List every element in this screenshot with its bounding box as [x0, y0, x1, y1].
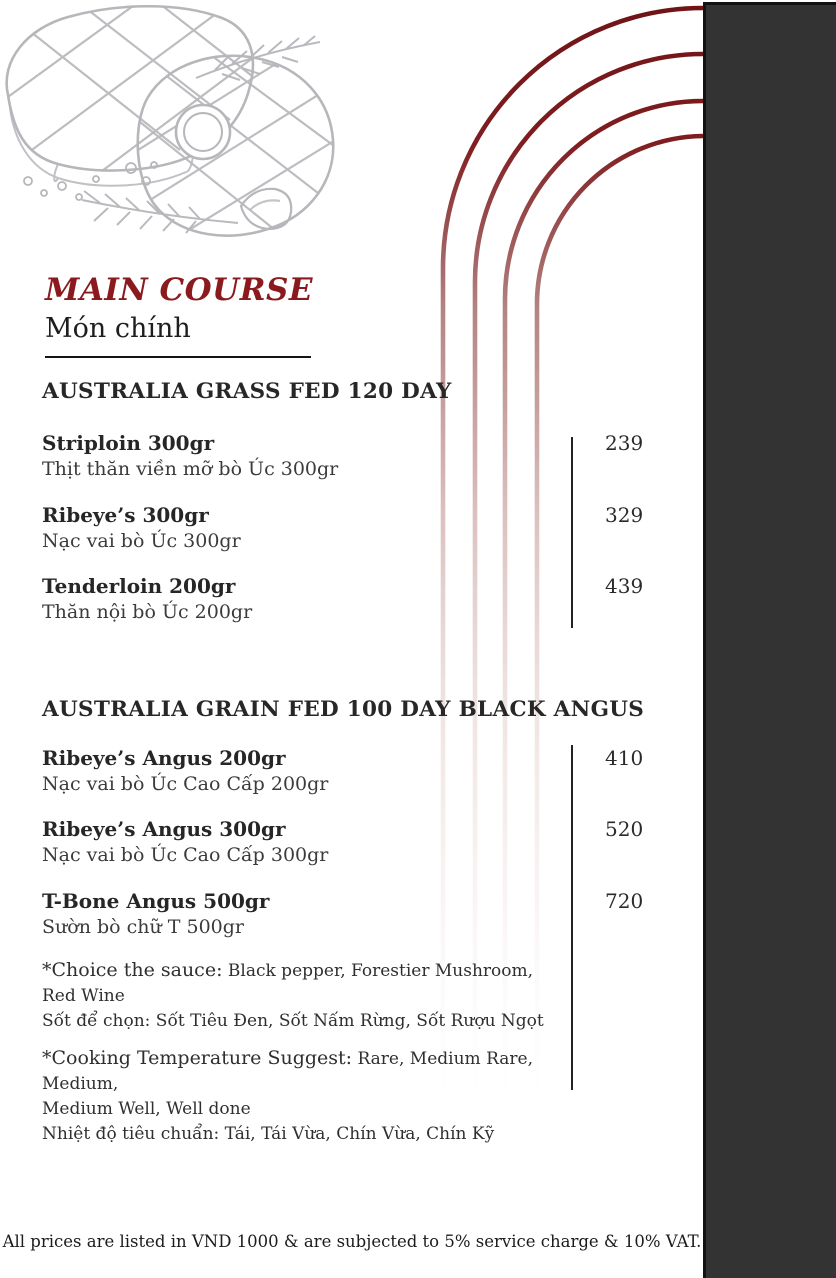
item-name-vietnamese: Nạc vai bò Úc Cao Cấp 200gr [42, 773, 329, 795]
page-title: MAIN COURSE [45, 272, 313, 308]
item-name: Ribeye’s Angus 300gr [42, 817, 286, 841]
item-price: 720 [605, 889, 644, 913]
page-subtitle: Món chính [45, 313, 191, 344]
item-name-vietnamese: Thịt thăn viền mỡ bò Úc 300gr [42, 458, 339, 480]
menu-item-tbone-angus [42, 889, 682, 939]
cooking-note-vietnamese: Nhiệt độ tiêu chuẩn: Tái, Tái Vừa, Chín Vừa, Chín Kỹ [42, 1124, 495, 1144]
sauce-note-list: Black pepper, Forestier Mushroom, Red Wine [42, 961, 534, 1006]
sauce-note [42, 958, 572, 1009]
right-dark-sidebar [703, 2, 836, 1278]
title-underline [45, 356, 311, 358]
cooking-note [42, 1046, 572, 1097]
menu-item-ribeye-angus-200 [42, 746, 682, 796]
menu-item-striploin [42, 431, 682, 481]
item-price: 439 [605, 574, 644, 598]
section-heading-grass-fed: AUSTRALIA GRASS FED 120 DAY [42, 379, 452, 404]
menu-item-ribeye-angus-300 [42, 817, 682, 867]
item-name-vietnamese: Thăn nội bò Úc 200gr [42, 601, 253, 623]
item-price: 329 [605, 503, 644, 527]
item-price: 239 [605, 431, 644, 455]
item-name: Tenderloin 200gr [42, 574, 236, 598]
item-name: Ribeye’s 300gr [42, 503, 209, 527]
sauce-note-label: *Choice the sauce: [42, 959, 223, 981]
cooking-note-label: *Cooking Temperature Suggest: [42, 1047, 353, 1069]
item-name: Ribeye’s Angus 200gr [42, 746, 286, 770]
item-name-vietnamese: Nạc vai bò Úc Cao Cấp 300gr [42, 844, 329, 866]
sauce-note-vietnamese: Sốt để chọn: Sốt Tiêu Đen, Sốt Nấm Rừng, Sốt Rượu Ngọt [42, 1011, 544, 1031]
item-name-vietnamese: Nạc vai bò Úc 300gr [42, 530, 241, 552]
notes-spacer [42, 1034, 572, 1046]
price-divider-section-1 [571, 437, 573, 628]
menu-item-ribeye-300 [42, 503, 682, 553]
item-price: 410 [605, 746, 644, 770]
item-name: T-Bone Angus 500gr [42, 889, 270, 913]
item-name-vietnamese: Sườn bò chữ T 500gr [42, 916, 244, 938]
cooking-note-continued: Medium Well, Well done [42, 1099, 251, 1119]
item-price: 520 [605, 817, 644, 841]
section-heading-black-angus: AUSTRALIA GRAIN FED 100 DAY BLACK ANGUS [42, 697, 645, 722]
item-name: Striploin 300gr [42, 431, 215, 455]
menu-item-tenderloin [42, 574, 682, 624]
cooking-note-list: Rare, Medium Rare, Medium, [42, 1049, 533, 1094]
price-disclaimer: All prices are listed in VND 1000 & are subjected to 5% service charge & 10% VAT. [2, 1232, 702, 1251]
menu-notes [42, 958, 572, 1147]
